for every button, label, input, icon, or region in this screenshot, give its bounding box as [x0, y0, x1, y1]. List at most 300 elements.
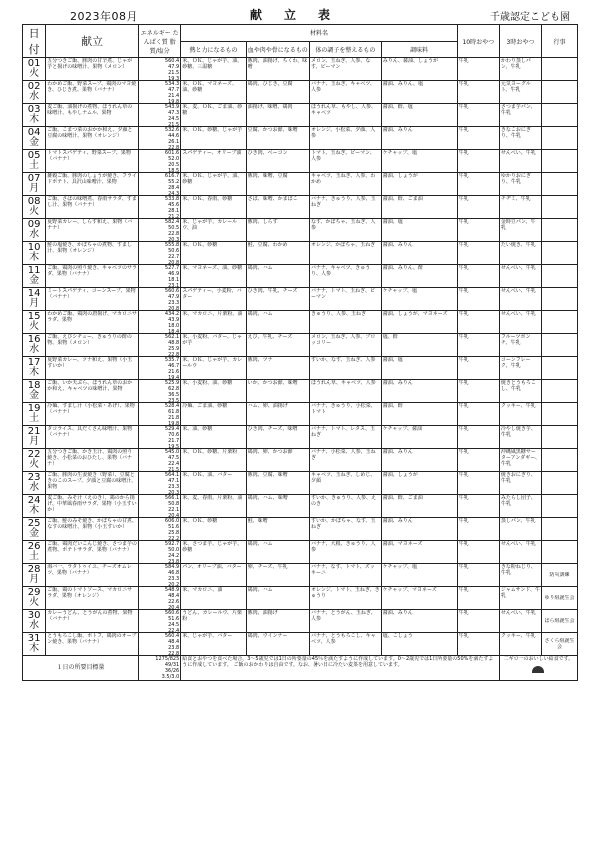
heat-cell	[181, 610, 246, 633]
menu-cell	[46, 587, 139, 610]
nutrition-cell	[139, 311, 181, 334]
snack3-cell-text: チヂミ、牛乳	[500, 196, 531, 202]
snack10-cell	[457, 104, 499, 127]
col-event: 行事	[542, 25, 578, 58]
snack10-cell-text: 牛乳	[458, 127, 469, 133]
body-cell	[246, 196, 309, 219]
body-cell	[246, 426, 309, 449]
date-cell	[23, 150, 46, 173]
menu-cell-text: カレーうどん、とうがんの煮物、果物（バナナ）	[47, 610, 133, 622]
menu-cell	[46, 242, 139, 265]
menu-cell	[46, 104, 139, 127]
snack10-cell-text: 牛乳	[458, 587, 469, 593]
date-cell	[23, 81, 46, 104]
menu-cell-text: わかめご飯、野菜スープ、鶏肉のマヨ焼き、ひじき煮、果物（バナナ）	[47, 81, 137, 93]
seasoning-cell	[381, 564, 457, 587]
menu-table	[22, 24, 578, 681]
condition-cell	[309, 426, 381, 449]
menu-row	[23, 541, 578, 564]
event-cell	[542, 380, 578, 403]
snack10-cell-text: 牛乳	[458, 334, 469, 340]
event-cell-text: ゆり組誕生会	[544, 595, 575, 601]
snack3-cell-text: せんべい、牛乳	[500, 610, 536, 616]
weekday: 水	[29, 482, 40, 493]
date-cell	[23, 219, 46, 242]
body-cell-text: 豆腐、かつお節、味噌	[247, 127, 298, 133]
event-cell	[542, 610, 578, 633]
nutrition-cell	[139, 196, 181, 219]
condition-cell	[309, 288, 381, 311]
heat-cell-text: 米、さつま芋、じゃが芋、砂糖	[182, 541, 243, 553]
snack10-cell	[457, 610, 499, 633]
condition-cell	[309, 81, 381, 104]
snack3-cell-text: きなこおにぎり、牛乳	[500, 127, 531, 139]
day-number: 04	[27, 127, 41, 138]
weekday: 水	[29, 344, 40, 355]
nutrition-values: 535.7 46.7 21.6 19.4	[164, 357, 180, 379]
body-cell-text: 鮭、豆腐、わかめ	[247, 242, 288, 248]
snack10-cell	[457, 518, 499, 541]
snack3-cell-text: ジャムサンド、牛乳	[500, 587, 540, 599]
weekday: 月	[29, 183, 40, 194]
seasoning-cell-text: 塩、酢	[382, 334, 398, 340]
heat-cell-text: 米、麦、ＯＫ、ごま油、砂糖	[182, 104, 243, 116]
seasoning-cell	[381, 380, 457, 403]
menu-cell-text: ミートスパゲティ、コーンスープ、果物（バナナ）	[47, 288, 136, 300]
nutrition-values: 528.4 61.8 21.8 19.8	[164, 403, 180, 425]
heat-cell	[181, 495, 246, 518]
condition-cell-text: トマト、玉ねぎ、ピーマン、人参	[310, 150, 375, 162]
day-number: 29	[27, 587, 41, 598]
col-menu: 献立	[46, 25, 139, 58]
snack3-cell	[499, 58, 541, 81]
condition-cell-text: ほうれん草、キャベツ、人参	[310, 380, 376, 386]
day-number: 09	[27, 219, 41, 230]
menu-row	[23, 242, 578, 265]
org-name: 千歳認定こども園	[490, 12, 570, 23]
condition-cell	[309, 334, 381, 357]
body-cell	[246, 219, 309, 242]
heat-cell	[181, 587, 246, 610]
heat-cell	[181, 403, 246, 426]
seasoning-cell-text: ケチャップ、マヨネーズ	[382, 587, 437, 593]
snack3-cell	[499, 242, 541, 265]
snack3-cell-text: せんべい、牛乳	[500, 265, 536, 271]
body-cell	[246, 357, 309, 380]
heat-cell-text: うどん、カレールウ、片栗粉	[182, 610, 243, 622]
day-number: 10	[27, 242, 41, 253]
event-cell	[542, 127, 578, 150]
nutrition-cell	[139, 127, 181, 150]
seasoning-cell	[381, 403, 457, 426]
snack3-cell-text: 冷やし焼き芋、牛乳	[500, 426, 536, 438]
menu-cell-text: 冷麺、すまし汁（小松菜・あげ）、果物（バナナ）	[47, 403, 135, 415]
condition-cell-text: ほうれん草、もやし、人参、キャベツ	[310, 104, 376, 116]
body-cell	[246, 288, 309, 311]
menu-cell-text: 麦ご飯、みそ汁（えのき）、鶏のから揚げ、中華風春雨サラダ、果物（小玉すいか）	[47, 495, 137, 513]
date-cell	[23, 288, 46, 311]
weekday: 木	[29, 114, 40, 125]
weekday: 月	[29, 298, 40, 309]
body-cell	[246, 81, 309, 104]
body-cell-text: ハム、卵、油揚げ	[247, 403, 288, 409]
snack10-cell	[457, 357, 499, 380]
condition-cell	[309, 380, 381, 403]
menu-cell-text: 麦ご飯、油揚げの煮物、ほうれん草の味噌汁、もやしナムル、果物	[47, 104, 133, 116]
body-cell-text: 鶏肉、ハム、味噌	[247, 495, 288, 501]
body-cell	[246, 242, 309, 265]
page-title: 献立表	[250, 8, 353, 22]
date-cell	[23, 426, 46, 449]
snack10-cell-text: 牛乳	[458, 426, 469, 432]
body-cell-text: えび、牛乳、チーズ	[247, 334, 293, 340]
condition-cell-text: バナナ、トマト、レタス、玉ねぎ	[310, 426, 376, 438]
snack3-cell	[499, 81, 541, 104]
body-cell	[246, 403, 309, 426]
snack3-cell-text: きな粉ねじり、牛乳	[500, 564, 536, 576]
body-cell-text: ひき肉、ベーコン	[247, 150, 288, 156]
date-cell	[23, 357, 46, 380]
day-number: 05	[27, 150, 41, 161]
snack3-cell	[499, 610, 541, 633]
menu-cell	[46, 265, 139, 288]
heat-cell	[181, 518, 246, 541]
menu-row	[23, 58, 578, 81]
snack10-cell-text: 牛乳	[458, 403, 469, 409]
menu-cell-text: ご飯、さばの味噌煮、春雨サラダ、すまし汁、果物（バナナ）	[47, 196, 137, 208]
heat-cell-text: 米、マカロニ、油	[182, 587, 223, 593]
nutrition-cell	[139, 541, 181, 564]
nutrition-cell	[139, 472, 181, 495]
date-cell	[23, 403, 46, 426]
nutrition-values: 562.1 48.8 25.9 22.8	[164, 334, 180, 356]
body-cell	[246, 541, 309, 564]
menu-row	[23, 380, 578, 403]
heat-cell-text: スパゲティー、オリーブ油	[182, 150, 242, 156]
event-cell-text: ばら組誕生会	[544, 618, 575, 624]
day-number: 01	[27, 58, 41, 69]
nutrition-values: 606.0 51.6 25.8 22.2	[164, 518, 180, 540]
snack10-cell	[457, 472, 499, 495]
body-cell-text: 豚肉、豆腐、味噌	[247, 472, 288, 478]
snack3-cell	[499, 357, 541, 380]
snack3-cell-text: 元気ヨーグルト、牛乳	[500, 81, 531, 93]
snack3-cell	[499, 472, 541, 495]
condition-cell-text: バナナ、とうがん、玉ねぎ、人参	[310, 610, 376, 622]
menu-cell	[46, 173, 139, 196]
snack10-cell	[457, 81, 499, 104]
body-cell	[246, 334, 309, 357]
body-cell	[246, 495, 309, 518]
body-cell	[246, 472, 309, 495]
body-cell-text: 豚肉、しらす	[247, 219, 278, 225]
menu-cell	[46, 610, 139, 633]
snack10-cell-text: 牛乳	[458, 219, 469, 225]
snack10-cell-text: 牛乳	[458, 449, 469, 455]
menu-cell	[46, 541, 139, 564]
seasoning-cell	[381, 242, 457, 265]
event-cell	[542, 242, 578, 265]
heat-cell-text: 米、小麦粉、油、砂糖	[182, 380, 233, 386]
menu-cell-text: ご飯、豚肉の生姜焼き（野菜）、豆腐ときのこのスープ、夕顔と豆腐の味噌汁、果物	[47, 472, 137, 490]
body-cell	[246, 265, 309, 288]
condition-cell-text: バナナ、なす、トマト、ズッキーニ	[310, 564, 375, 576]
menu-row	[23, 518, 578, 541]
condition-cell	[309, 541, 381, 564]
footer-note	[181, 656, 500, 681]
seasoning-cell-text: ケチャップ、醤油	[382, 426, 422, 432]
condition-cell	[309, 633, 381, 656]
condition-cell	[309, 196, 381, 219]
menu-row	[23, 311, 578, 334]
nutrition-values: 560.4 47.9 21.5 19.3	[164, 58, 180, 80]
snack10-cell	[457, 265, 499, 288]
day-number: 07	[27, 173, 41, 184]
day-number: 18	[27, 380, 41, 391]
condition-cell	[309, 311, 381, 334]
seasoning-cell	[381, 587, 457, 610]
seasoning-cell	[381, 472, 457, 495]
condition-cell	[309, 449, 381, 472]
seasoning-cell-text: 醤油、みりん	[382, 127, 413, 133]
nutrition-values: 525.9 62.8 36.5 23.5	[164, 380, 180, 402]
nutrition-cell	[139, 518, 181, 541]
col-nutrition: エネルギー たんぱく質 脂質/塩分	[139, 25, 181, 58]
heat-cell-text: 米、じゃが芋、バター	[182, 633, 233, 639]
heat-cell	[181, 265, 246, 288]
seasoning-cell-text: みりん、醤油、しょうが	[382, 58, 438, 64]
footer-note-2: ご飯のおかわりは自由です。なお、暑い日に冷たい麦茶を用意しています。	[233, 662, 403, 668]
body-cell	[246, 173, 309, 196]
seasoning-cell-text: 醤油、マヨネーズ	[382, 541, 423, 547]
date-cell	[23, 265, 46, 288]
weekday: 木	[29, 643, 40, 654]
condition-cell	[309, 357, 381, 380]
body-cell-text: 鶏肉、卵、かつお節	[247, 449, 293, 455]
menu-row	[23, 334, 578, 357]
weekday: 月	[29, 574, 40, 585]
condition-cell-text: バナナ、大根、きゅうり、人参	[310, 541, 376, 553]
snack3-cell-text: フルーツポンチ、牛乳	[500, 334, 531, 346]
menu-cell-text: ご飯、鮭のみそ焼き、かぼちゃの甘煮、なすの味噌汁、果物（小玉すいか）	[47, 518, 138, 530]
heat-cell-text: 米、マカロニ、片栗粉、油	[182, 311, 243, 317]
menu-cell	[46, 334, 139, 357]
condition-cell-text: すいか、なす、玉ねぎ、人参	[310, 357, 376, 363]
nutrition-values: 560.6 47.9 23.3 20.8	[164, 288, 180, 310]
event-cell	[542, 564, 578, 587]
heat-cell	[181, 104, 246, 127]
menu-cell-text: ご飯、鶏のトマトソース、マカロニサラダ、果物（オレンジ）	[47, 587, 133, 599]
snack10-cell-text: 牛乳	[458, 495, 469, 501]
condition-cell-text: バナナ、小松菜、人参、玉ねぎ	[310, 449, 376, 461]
menu-rows	[23, 58, 578, 656]
menu-cell	[46, 150, 139, 173]
nutrition-values: 543.9 47.3 24.5 21.5	[164, 104, 180, 126]
date-cell	[23, 472, 46, 495]
nutrition-values: 534.3 47.7 21.4 19.8	[164, 81, 180, 103]
seasoning-cell-text: 醤油、みりん	[382, 380, 413, 386]
col-body: 血や肉や骨になるもの	[246, 41, 309, 58]
body-cell	[246, 150, 309, 173]
date-cell	[23, 58, 46, 81]
col-seasoning: 調味料	[381, 41, 457, 58]
body-cell-text: 鶏肉、ひじき、豆腐	[247, 81, 293, 87]
menu-row	[23, 173, 578, 196]
menu-row	[23, 587, 578, 610]
col-heat: 熱と力になるもの	[181, 41, 246, 58]
body-cell	[246, 610, 309, 633]
nutrition-cell	[139, 242, 181, 265]
month-label: 2023年08月	[70, 10, 138, 23]
event-cell	[542, 403, 578, 426]
snack3-cell-text: コーンフレーク、牛乳	[500, 357, 531, 369]
date-cell	[23, 242, 46, 265]
menu-cell-text: 夏野菜カレー、ツナ和え、果物（小玉すいか）	[47, 357, 133, 369]
body-cell-text: 鶏肉、ハム	[247, 265, 273, 271]
condition-cell-text: バナナ、きゅうり、人参、玉ねぎ	[310, 196, 376, 208]
snack10-cell-text: 牛乳	[458, 58, 469, 64]
seasoning-cell	[381, 150, 457, 173]
snack10-cell-text: 牛乳	[458, 265, 469, 271]
day-number: 24	[27, 495, 41, 506]
seasoning-cell	[381, 610, 457, 633]
weekday: 土	[29, 160, 40, 171]
nutrition-values: 601.6 52.0 20.5 18.5	[164, 150, 180, 172]
seasoning-cell-text: 醤油、みりん、塩	[382, 81, 423, 87]
weekday: 火	[29, 597, 40, 608]
snack10-cell-text: 牛乳	[458, 472, 469, 478]
nutrition-cell	[139, 610, 181, 633]
day-number: 11	[27, 265, 41, 276]
snack10-cell	[457, 426, 499, 449]
school-logo-icon	[532, 666, 544, 673]
day-number: 15	[27, 311, 41, 322]
event-cell	[542, 633, 578, 656]
body-cell-text: 鶏肉、ウインナー	[247, 633, 288, 639]
snack3-cell	[499, 587, 541, 610]
nutrition-values: 560.6 51.6 24.5 22.4	[164, 610, 180, 632]
event-cell	[542, 81, 578, 104]
snack10-cell-text: 牛乳	[458, 357, 469, 363]
menu-cell	[46, 403, 139, 426]
nutrition-values: 616.7 55.2 28.4 24.3	[164, 173, 180, 195]
date-cell	[23, 495, 46, 518]
weekday: 木	[29, 252, 40, 263]
menu-cell-text: ご飯、鶏肉だいこんじ焼き、さつま芋の煮物、ポテトサラダ、果物（バナナ）	[47, 541, 138, 553]
date-cell	[23, 380, 46, 403]
seasoning-cell	[381, 334, 457, 357]
heat-cell	[181, 58, 246, 81]
weekday: 土	[29, 551, 40, 562]
nutrition-values: 529.4 70.6 21.7 19.5	[164, 426, 180, 448]
condition-cell	[309, 150, 381, 173]
snack10-cell-text: 牛乳	[458, 311, 469, 317]
condition-cell-text: バナナ、きゅうり、小松菜、トマト	[310, 403, 376, 415]
seasoning-cell	[381, 196, 457, 219]
heat-cell	[181, 472, 246, 495]
heat-cell	[181, 449, 246, 472]
event-cell	[542, 104, 578, 127]
menu-row	[23, 472, 578, 495]
menu-cell-text: とうもろこし飯、ポトフ、鶏肉のオーブン焼き、果物（バナナ）	[47, 633, 137, 645]
menu-row	[23, 265, 578, 288]
menu-cell	[46, 495, 139, 518]
menu-row	[23, 449, 578, 472]
nutrition-values: 434.2 43.9 18.0 18.4	[164, 311, 180, 333]
heat-cell-text: 米、ＯＫ、春雨、砂糖	[182, 196, 233, 202]
nutrition-values: 545.0 47.5 22.4 21.5	[164, 449, 180, 471]
heat-cell	[181, 541, 246, 564]
seasoning-cell-text: 醤油、しょうが	[382, 173, 418, 179]
menu-cell	[46, 288, 139, 311]
condition-cell	[309, 564, 381, 587]
snack10-cell	[457, 564, 499, 587]
snack3-cell-text: 金時豆パン、牛乳	[500, 219, 536, 231]
nutrition-cell	[139, 173, 181, 196]
condition-cell-text: キャベツ、玉ねぎ、しめじ、夕顔	[310, 472, 376, 484]
body-cell-text: 豚肉、油揚げ、ちくわ、味噌	[247, 58, 308, 70]
heat-cell-text: 米、麦、春雨、片栗粉、油	[182, 495, 243, 501]
condition-cell	[309, 518, 381, 541]
menu-cell-text: 五分つきご飯、かき玉汁、鶏肉の照り焼き、小松菜のおひたし、果物（バナナ）	[47, 449, 133, 467]
col-date: 日付	[23, 25, 46, 58]
date-cell	[23, 196, 46, 219]
body-cell-text: ひき肉、チーズ、味噌	[247, 426, 298, 432]
weekday: 火	[29, 321, 40, 332]
heat-cell	[181, 311, 246, 334]
day-number: 23	[27, 472, 41, 483]
seasoning-cell-text: 塩、こしょう	[382, 633, 413, 639]
snack10-cell-text: 牛乳	[458, 380, 469, 386]
menu-cell	[46, 564, 139, 587]
day-number: 22	[27, 449, 41, 460]
menu-cell-text: ご飯、いか天ぷら、ほうれん草のおかか和え、キャベツの味噌汁、果物	[47, 380, 133, 392]
event-cell-text: さくら組誕生会	[544, 638, 575, 650]
nutrition-values: 533.8 45.6 28.1 21.2	[164, 196, 180, 218]
nutrition-cell	[139, 104, 181, 127]
nutrition-values: 560.4 48.4 23.8 22.8	[164, 633, 180, 655]
seasoning-cell-text: 醤油、みりん	[382, 610, 413, 616]
snack3-cell	[499, 495, 541, 518]
event-cell	[542, 58, 578, 81]
seasoning-cell-text: 醤油、塩	[382, 357, 403, 363]
col-ingredients: 材料名	[181, 25, 457, 42]
snack3-cell-text: さつま芋パン、牛乳	[500, 104, 536, 116]
nutrition-values: 564.1 47.1 23.3 20.3	[164, 472, 180, 494]
menu-cell-text: ご飯、えびシチュー、きゅうりの酢の物、果物（メロン）	[47, 334, 132, 346]
snack10-cell	[457, 150, 499, 173]
date-cell	[23, 541, 46, 564]
heat-cell-text: 米、ＯＫ、じゃが芋、油、砂糖、三温糖	[182, 58, 243, 70]
weekday: 火	[29, 68, 40, 79]
condition-cell	[309, 58, 381, 81]
condition-cell-text: きゅうり、人参、玉ねぎ	[310, 311, 366, 317]
seasoning-cell	[381, 219, 457, 242]
event-cell	[542, 449, 578, 472]
heat-cell-text: 米、ＯＫ、じゃが芋、カレールウ	[182, 357, 243, 369]
menu-cell	[46, 357, 139, 380]
condition-cell-text: すいか、かぼちゃ、なす、玉ねぎ	[310, 518, 376, 530]
footer-note-1: 給食とおやつを食べた場合、3～5歳児では1日の所要量の45％を満たすように作成しています。0～2歳児では1日所要量の50%を満たすように作成しています。	[182, 656, 494, 668]
event-cell	[542, 219, 578, 242]
event-cell	[542, 357, 578, 380]
condition-cell	[309, 265, 381, 288]
heat-cell-text: 米、ＯＫ、砂糖	[182, 242, 218, 248]
nutrition-cell	[139, 265, 181, 288]
nutrition-values: 566.1 50.8 22.1 20.4	[164, 495, 180, 517]
snack3-cell	[499, 104, 541, 127]
menu-cell-text: 鮭の塩焼き、かぼちゃの煮物、すまし汁、果物（オレンジ）	[47, 242, 133, 254]
